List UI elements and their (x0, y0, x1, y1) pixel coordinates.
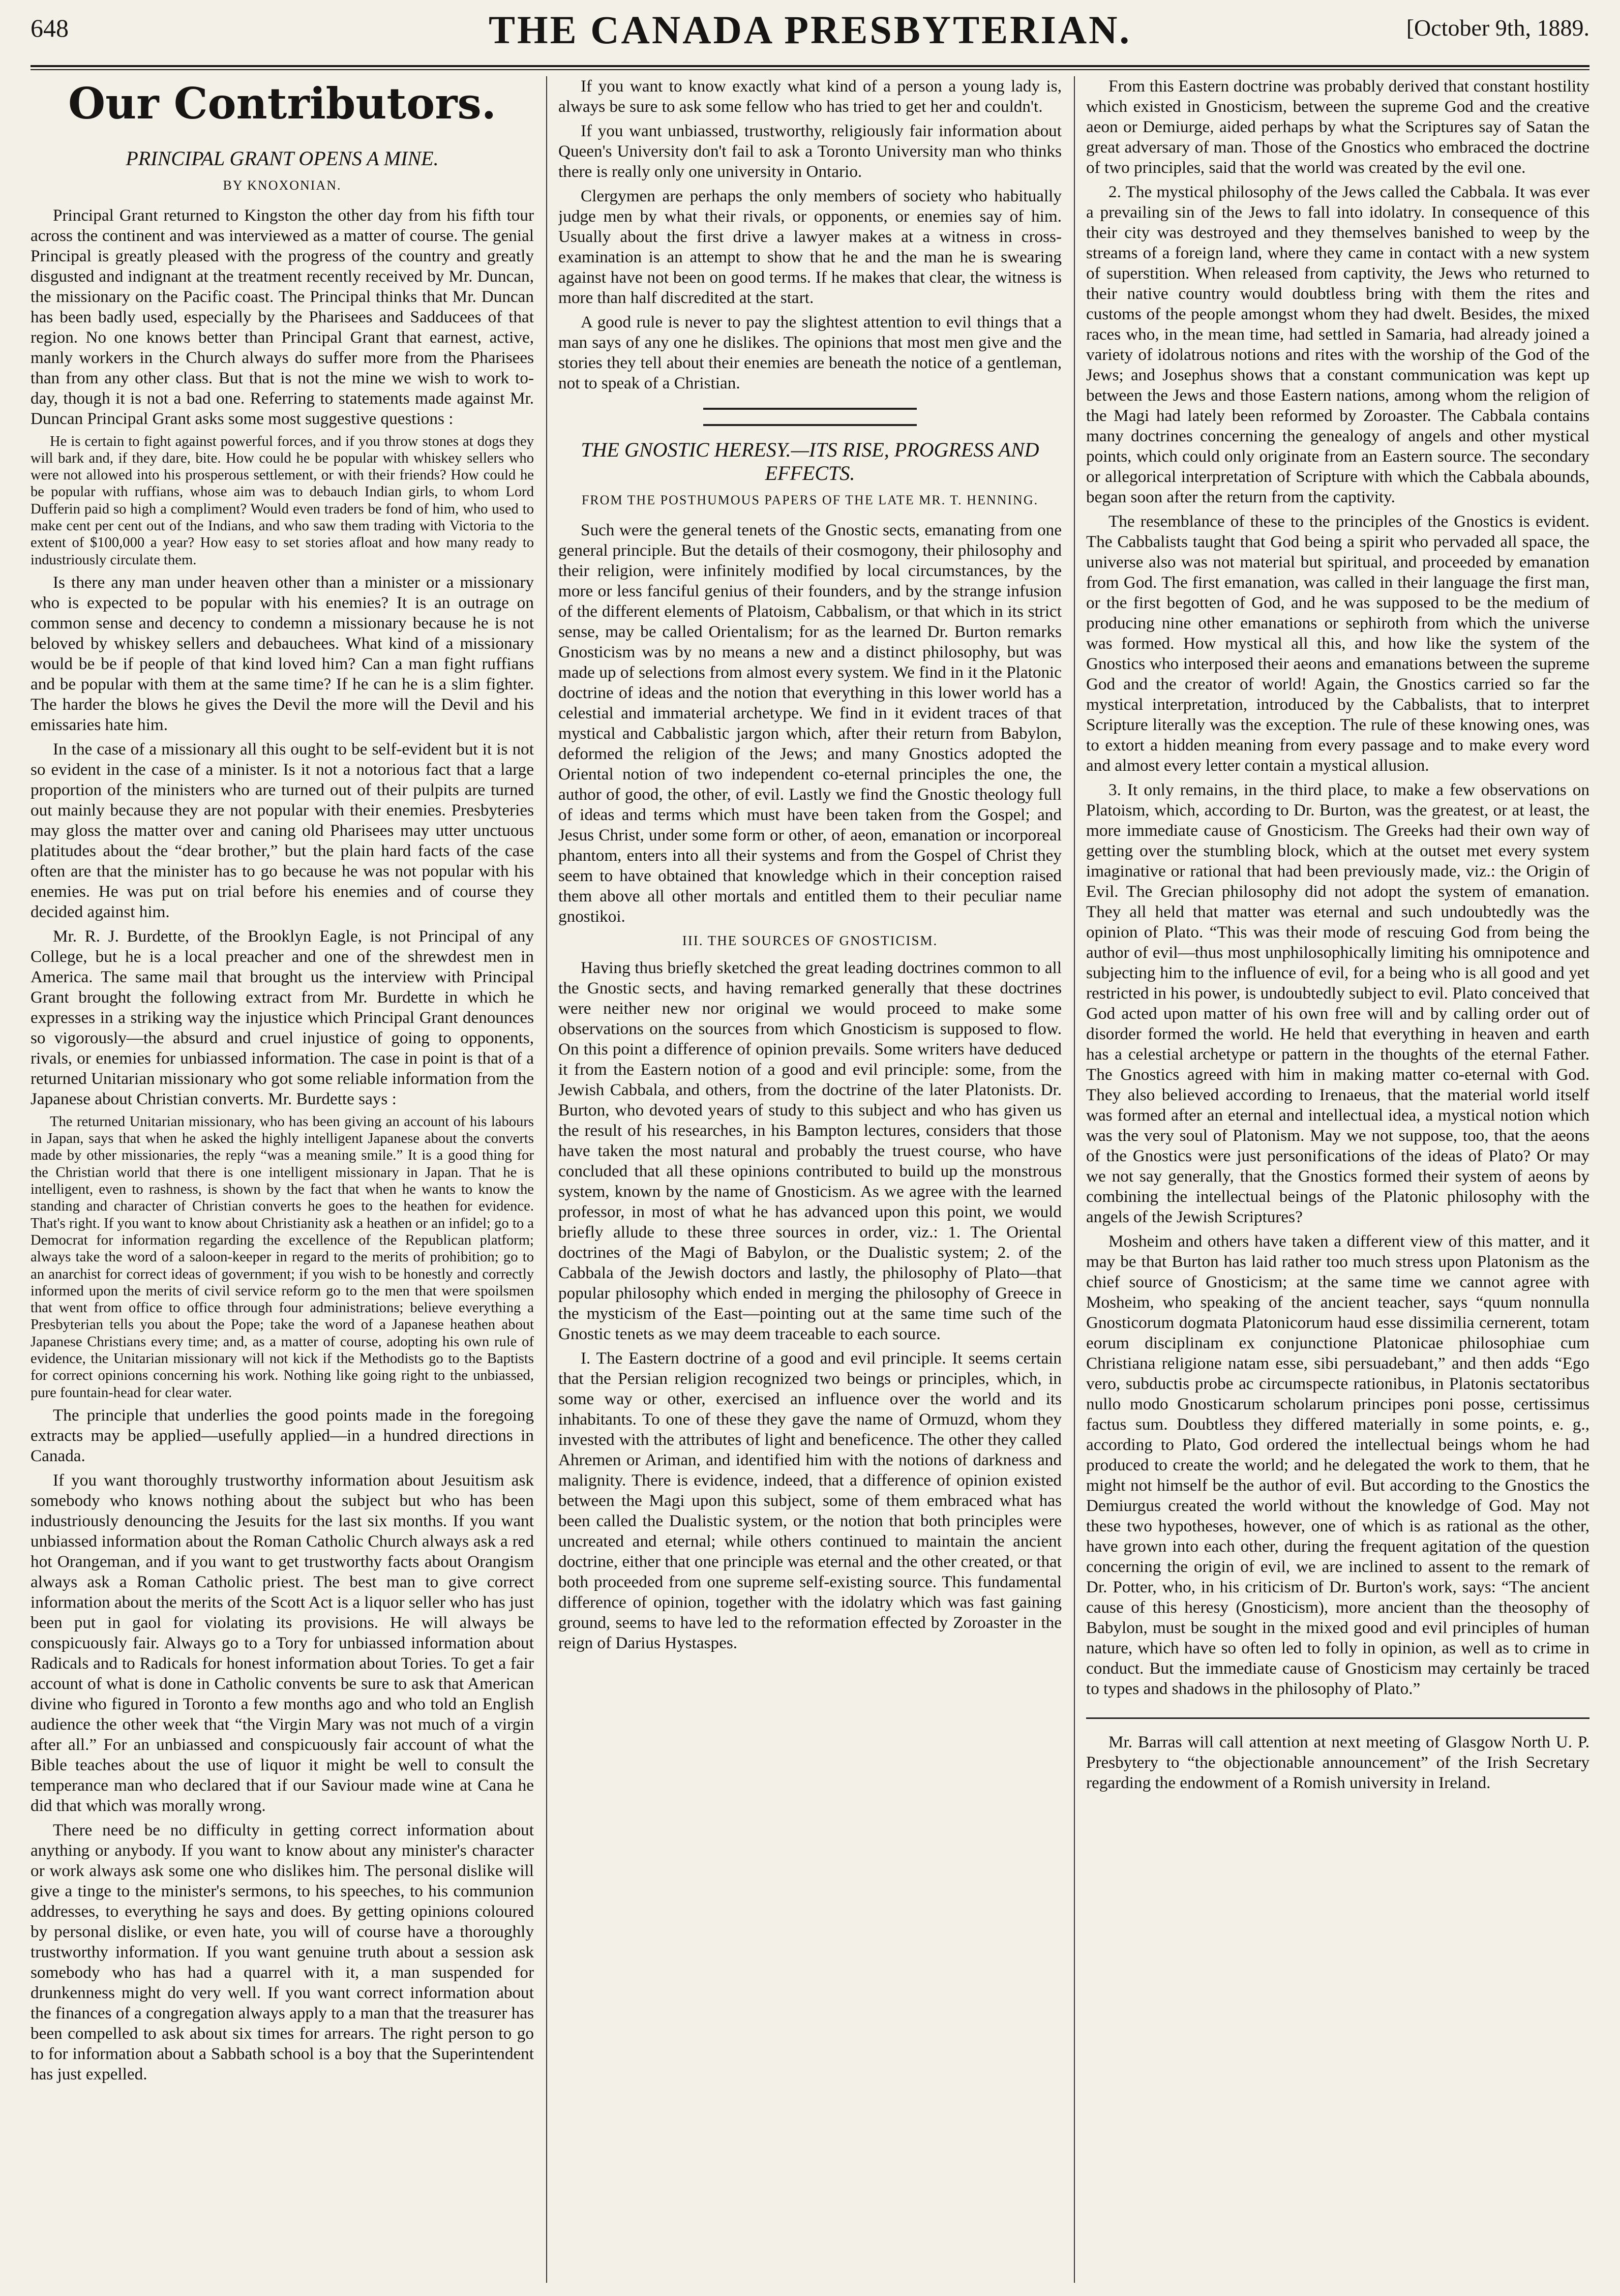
paragraph: Is there any man under heaven other than a minister or a missionary who is expected to be popular with his enemies? It is an outrage on common sense and decency to condemn a missionary because he is not beloved by whiskey sellers and debauchees. What kind of a missionary would be be if people of that kind loved him? Can a man fight ruffians and be popular with them at the same time? If he can he is a slim fighter. The harder the blows he gives the Devil the more will the Devil and his emissaries hate him. (31, 572, 534, 734)
article-title: PRINCIPAL GRANT OPENS A MINE. (126, 147, 439, 170)
ornament-rule (703, 408, 917, 426)
paragraph: 2. The mystical philosophy of the Jews called the Cabbala. It was ever a prevailing sin of the Jews to fall into idolatry. In consequence of this their city was destroyed and they themselves banished to weep by the streams of a foreign land, where they came in contact with a new system of superstition. When released from captivity, the Jews who returned to their native country would doubtless bring with them the rites and customs of the people amongst whom they had dwelt. Besides, the mixed races who, in the mean time, had settled in Samaria, had already joined a variety of idolatrous notions and rites with the worship of the God of the Jews; and Josephus shows that a constant communication was kept up between the Jews and those Eastern nations, among whom the religion of the Magi had lately been reformed by Zoroaster. The Cabbala contains many doctrines concerning the genealogy of angels and other mystical points, which could only originate from an Eastern source. The secondary or allegorical interpretation of Scripture with which the Cabbala abounds, began soon after the return from the captivity. (1086, 183, 1589, 506)
paragraph: 3. It only remains, in the third place, to make a few observations on Platoism, which, according to Dr. Burton, was the greatest, or at least, the more immediate cause of Gnosticism. The Greeks had their own way of getting over the stumbling block, which at the outset met every system imaginative or rational that had been previously made, viz.: the Origin of Evil. The Grecian philosophy did not adopt the system of emanation. They all held that matter was eternal and such undoubtedly was the opinion of Plato. “This was their mode of rescuing God from being the author of evil—thus most unphilosophically limiting his omnipotence and subjecting him to the influence of evil, for a being who is all good and yet restricted in his power, is undoubtedly subject to evil. Plato conceived that God acted upon matter of his own free will and by calling order out of disorder formed the world. He held that everything in heaven and earth has a celestial archetype or pattern in the thoughts of the eternal Father. The Gnostics agreed with him in making matter co-eternal with God. They also believed according to Irenaeus, that the material world itself was formed after an eternal and intellectual idea, a mystical notion which was the very soul of Platonism. May we not suppose, too, that the aeons of the Gnostics were just personifications of the ideas of Plato? Or may we not say generally, that the Gnostics formed their system of aeons by combining the intellectual beings of the Platonic philosophy with the angels of the Jewish Scriptures? (1086, 780, 1589, 1226)
column-divider (546, 76, 547, 2283)
paragraph: If you want thoroughly trustworthy information about Jesuitism ask somebody who knows nothing about the subject but who has been industriously denouncing the Jesuits for the last six months. If you want unbiassed information about the Roman Catholic Church always ask a red hot Orangeman, and if you want to get trustworthy facts about Orangism always ask a Roman Catholic priest. The best man to give correct information about the merits of the Scott Act is a liquor seller who has just been put in gaol for violating its provisions. He will always be conspicuously fair. Always go to a Tory for unbiassed information about Radicals and to Radicals for honest information about Tories. To get a fair account of what is done in Catholic convents be sure to ask that American divine who figured in Toronto a few months ago and who told an English audience the other week that “the Virgin Mary was not much of a virgin after all.” For an unbiassed and conspicuously fair account of what the Bible teaches about the use of liquor it might be well to consult the temperance man who declared that if our Saviour made wine at Cana he did that which was morally wrong. (31, 1470, 534, 1815)
paragraph: Principal Grant returned to Kingston the other day from his fifth tour across the continent and was interviewed as a matter of course. The genial Principal is greatly pleased with the progress of the country and greatly disgusted and indignant at the treatment recently received by Mr. Duncan, the missionary on the Pacific coast. The Principal thinks that Mr. Duncan has been badly used, especially by the Pharisees and Sadducees of that region. No one knows better than Principal Grant that earnest, active, manly workers in the Church always do suffer more from the Pharisees than from any other class. But that is not the mine we wish to work to-day, though it is not a bad one. Referring to statements made against Mr. Duncan Principal Grant asks some most suggestive questions : (31, 205, 534, 428)
news-notice (1086, 1717, 1589, 1793)
block-quote: He is certain to fight against powerful forces, and if you throw stones at dogs they will bark and, if they dare, bite. How could he be popular with whiskey sellers who were not allowed into his prosperous settlement, or with their friends? How could he be popular with ruffians, whose aim was to debauch Indian girls, to whom Lord Dufferin paid so high a compliment? Would even traders be fond of him, who used to make cent per cent out of the Indians, and who saw them trading with Victoria to the extent of $100,000 a year? How easy to set stories afloat and how many ready to industriously circulate them. (31, 433, 534, 568)
page-number: 648 (31, 14, 69, 42)
paragraph: Clergymen are perhaps the only members of society who habitually judge men by what their rivals, or opponents, or enemies say of him. Usually about the first drive a lawyer makes at a witness in cross-examination is an attempt to show that he and the man he is swearing against have not been on good terms. If he makes that clear, the witness is more than half discredited at the start. (558, 187, 1062, 307)
notice-text: Mr. Barras will call attention at next meeting of Glasgow North U. P. Presbytery to “the objectionable announcement” of the Irish Secretary regarding the endowment of a Romish university in Ireland. (1086, 1733, 1589, 1792)
paragraph: If you want to know exactly what kind of a person a young lady is, always be sure to ask some fellow who has tried to get her and couldn't. (558, 77, 1062, 116)
article-byline: FROM THE POSTHUMOUS PAPERS OF THE LATE MR. T. HENNING. (581, 493, 1039, 507)
column-divider (1074, 76, 1075, 2283)
paragraph: The resemblance of these to the principles of the Gnostics is evident. The Cabbalists taught that God being a spirit who pervaded all space, the universe also was not material but spiritual, and proceeded by emanation from God. The first emanation, was called in their language the first man, or the first begotten of God, and he was supposed to be the medium of producing nine other emanations or sephiroth from which the universe was formed. How mystical all this, and how like the system of the Gnostics who interposed their aeons and emanations between the supreme God and the creator of world! Again, the Gnostics carried so far the mystical interpretation, introduced by the Cabbalists, that to interpret Scripture literally was the exception. The rule of these knowing ones, was to extort a hidden meaning from every passage and to make every word and almost every letter contain a mystical allusion. (1086, 512, 1589, 775)
section-heading: Our Contributors. (68, 78, 497, 129)
masthead: THE CANADA PRESBYTERIAN. (488, 8, 1132, 52)
article-title: THE GNOSTIC HERESY.—ITS RISE, PROGRESS AND EFFECTS. (581, 438, 1039, 485)
page-header (31, 4, 1589, 65)
paragraph: The principle that underlies the good points made in the foregoing extracts may be applied—usefully applied—in a hundred directions in Canada. (31, 1405, 534, 1465)
paragraph: I. The Eastern doctrine of a good and evil principle. It seems certain that the Persian religion recognized two beings or principles, which, in some way or other, exercised an influence over the world and its inhabitants. To one of these they gave the name of Ormuzd, whom they invested with the attributes of light and beneficence. The other they called Ahremen or Ariman, and identified him with the notions of darkness and malignity. There is evidence, indeed, that a difference of opinion existed between the Magi upon this subject, some of them embraced what has been called the Dualistic system, or the notion that both principles were uncreated and eternal; while others continued to maintain the ancient doctrine, either that one principle was eternal and the other created, or that both proceeded from one supreme self-existing source. This fundamental difference of opinion, together with the idolatry which was fast gaining ground, seems to have led to the reformation effected by Zoroaster in the reign of Darius Hystaspes. (558, 1348, 1062, 1652)
paragraph: If you want unbiassed, trustworthy, religiously fair information about Queen's University don't fail to ask a Toronto University man who thinks there is really only one university in Ontario. (558, 122, 1062, 181)
paragraph: In the case of a missionary all this ought to be self-evident but it is not so evident in the case of a minister. Is it not a notorious fact that a large proportion of the ministers who are turned out of their pulpits are turned out mainly because they are not popular with their enemies. Presbyteries may gloss the matter over and caning old Pharisees may utter unctuous platitudes about the “dear brother,” but the plain hard facts of the case often are that the minister has to go because he was not popular with his enemies. He was put on trial before his enemies and of course they decided against him. (31, 739, 534, 921)
paragraph: Such were the general tenets of the Gnostic sects, emanating from one general principle. But the details of their cosmogony, their philosophy and their religion, were infinitely modified by local circumstances, by the more or less fanciful genius of their founders, and by the strange infusion of the different elements of Platoism, Cabbalism, or that which in its strict sense, may be called Orientalism; for as the learned Dr. Burton remarks Gnosticism was by no means a new and a distinct philosophy, but was made up of selections from almost every system. We find in it the Platonic doctrine of ideas and the notion that everything in this lower world has a celestial and immaterial archetype. We find in it evident traces of that mystical and Cabbalistic jargon which, after their return from Babylon, deformed the religion of the Jews; and many Gnostics adopted the Oriental notion of two independent co-eternal principles the one, the author of good, the other, of evil. Lastly we find the Gnostic theology full of ideas and terms which must have been taken from the Gospel; and Jesus Christ, under some form or other, of aeon, emanation or incorporeal phantom, enters into all their systems and from the Gospel of Christ they seem to have obtained that knowledge which in their conception raised them above all other mortals and entitled them to their peculiar name gnostikoi. (558, 520, 1062, 926)
column-1 (31, 76, 534, 2283)
paragraph: Mosheim and others have taken a different view of this matter, and it may be that Burton has laid rather too much stress upon Platonism as the chief source of Gnosticism; at the same time we cannot agree with Mosheim, who speaking of the ancient teacher, says “quum nonnulla Gnosticorum dogmata Platonicorum haud esse dissimilia cernerent, totam eorum disciplinam ex conjunctione Platonicae philosophiae cum Christiana religione natam esse, sibi persuadebant,” and then adds “Ego vero, subductis probe ac circumspecte rationibus, in Platonis sectatoribus nullo modo Gnosticarum scholarum principes poni posse, certissimus factus sum. Doubtless they differed materially in some points, e. g., according to Plato, God ordered the intellectual beings whom he had produced to create the world; and he delegated the work to them, that he might not himself be the author of evil. But according to the Gnostics the Demiurgus created the world without the knowledge of God. May not these two hypotheses, however, one of which is as rational as the other, have grown into each other, during the frequent agitation of the question concerning the origin of evil, we are inclined to assent to the remark of Dr. Potter, who, in his criticism of Dr. Burton's work, says: “The ancient cause of this heresy (Gnosticism), more ancient than the theosophy of Babylon, must be sought in the mixed good and evil principles of human nature, which have so often led to folly in opinion, as well as to crime in conduct. But the immediate cause of Gnosticism may certainly be traced to types and shadows in the philosophy of Plato.” (1086, 1232, 1589, 1698)
header-rule (31, 65, 1589, 67)
issue-date: [October 9th, 1889. (1406, 15, 1589, 41)
column-2 (558, 76, 1062, 2283)
block-quote: The returned Unitarian missionary, who has been giving an account of his labours in Japan, says that when he asked the highly intelligent Japanese about the converts made by other missionaries, the reply “was a meaning smile.” It is a good thing for the Christian world that there is one intelligent missionary in Japan. That he is intelligent, even to rashness, is shown by the fact that when he wants to know the standing and character of Christian converts he goes to the heathen for evidence. That's right. If you want to know about Christianity ask a heathen or an infidel; go to a Democrat for information regarding the excellence of the Republican platform; always take the word of a saloon-keeper in regard to the merits of prohibition; go to an anarchist for correct ideas of government; if you wish to be honestly and correctly informed upon the merits of civil service reform go to the men that were spoilsmen that went from office to office through four administrations; believe everything a Presbyterian tells you about the Pope; take the word of a Japanese heathen about Japanese Christians every time; and, as a matter of course, adopting his own rule of evidence, the Unitarian missionary will not kick if the Methodists go to the Baptists for correct opinions concerning his work. Nothing like going right to the unbiassed, pure fountain-head for clear water. (31, 1113, 534, 1401)
column-3 (1086, 76, 1589, 2283)
subsection-heading: III. THE SOURCES OF GNOSTICISM. (682, 932, 938, 948)
paragraph: A good rule is never to pay the slightest attention to evil things that a man says of any one he dislikes. The opinions that most men give and the stories they tell about their enemies are beneath the notice of a gentleman, not to speak of a Christian. (558, 313, 1062, 392)
paragraph: From this Eastern doctrine was probably derived that constant hostility which existed in Gnosticism, between the supreme God and the creative aeon or Demiurge, aided perhaps by what the Scriptures say of Satan the great adversary of man. Those of the Gnostics who embraced the doctrine of two principles, said that the world was created by the evil one. (1086, 77, 1589, 177)
paragraph: There need be no difficulty in getting correct information about anything or anybody. If you want to know about any minister's character or work always ask some one who dislikes him. The personal dislike will give a tinge to the minister's sermons, to his speeches, to his communion addresses, to everything he says and does. By getting opinions coloured by personal dislike, or even hate, you will of course have a thoroughly trustworthy information. If you want genuine truth about a session ask somebody who has had a quarrel with it, a man suspended for drunkenness might do very well. If you want correct information about the finances of a congregation always apply to a man that the treasurer has been compelled to ask about six times for arrears. The right person to go to for information about a Sabbath school is a boy that the Superintendent has just expelled. (31, 1820, 534, 2083)
paragraph: Having thus briefly sketched the great leading doctrines common to all the Gnostic sects, and having remarked generally that these doctrines were neither new nor original we would proceed to make some observations on the sources from which Gnosticism is supposed to flow. On this point a difference of opinion prevails. Some writers have deduced it from the Eastern notion of a good and evil principle: some, from the Jewish Cabbala, and others, from the doctrine of the later Platonists. Dr. Burton, who devoted years of study to this subject and who has given us the result of his researches, in his Bampton lectures, considers that those have taken the most natural and probably the truest course, who have concluded that all these opinions contributed to build up the monstrous system, known by the name of Gnosticism. As we agree with the learned professor, in most of what he has advanced upon this point, we would briefly allude to these three sources in order, viz.: 1. The Oriental doctrines of the Magi of Babylon, or the Dualistic system; 2. of the Cabbala of the Jewish doctors and lastly, the philosophy of Plato—that popular philosophy which ended in merging the philosophy of Greece in the mysticism of the East—pointing out at the same time such of the Gnostic tenets as we may deem traceable to each source. (558, 958, 1062, 1343)
paragraph: Mr. R. J. Burdette, of the Brooklyn Eagle, is not Principal of any College, but he is a local preacher and one of the shrewdest men in America. The same mail that brought us the interview with Principal Grant brought the following extract from Mr. Burdette in which he expresses in a striking way the injustice which Principal Grant denounces so vigorously—the absurd and cruel injustice of going to opponents, rivals, or enemies for unbiassed information. The case in point is that of a returned Unitarian missionary who got some reliable information from the Japanese about Christian converts. Mr. Burdette says : (31, 926, 534, 1108)
header-rule-thin (31, 69, 1589, 70)
article-byline: BY KNOXONIAN. (223, 178, 342, 193)
